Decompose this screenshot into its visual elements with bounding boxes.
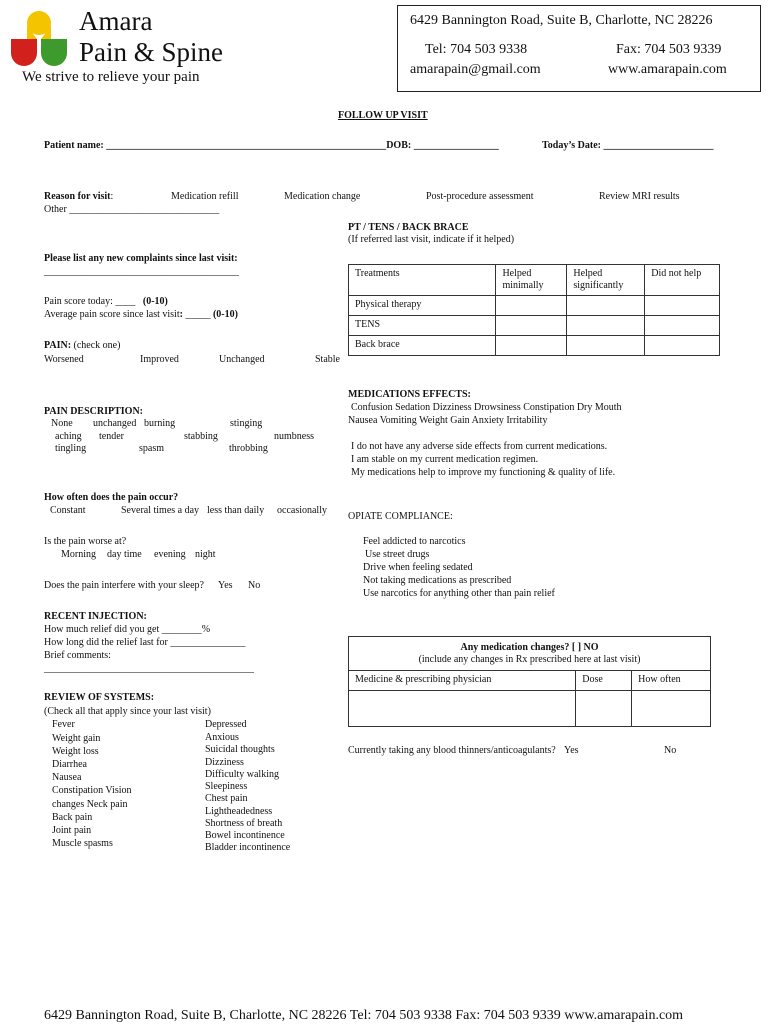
pain-option[interactable]: Unchanged [219,354,265,365]
injection-comments-field[interactable]: __________________________________________ [44,663,254,674]
pain-score-today-range: (0-10) [142,296,168,307]
med-statement[interactable]: I am stable on my current medication regimen. [351,454,539,465]
ros-item[interactable]: Lightheadedness [205,806,273,817]
pain-desc-option[interactable]: burning [144,418,176,429]
thinners-yes-option[interactable]: Yes [564,745,579,756]
pt-cell[interactable] [496,316,567,336]
pain-label-wrap [44,340,120,351]
todays-date-field[interactable]: Today’s Date: ______________________ [542,140,714,151]
ros-item[interactable]: Diarrhea [52,759,87,770]
fax: Fax: 704 503 9339 [616,42,722,57]
med-changes-subtitle: (include any changes in Rx prescribed here at last visit) [418,654,641,665]
pain-score-today-label: Pain score today: ____ [44,296,136,307]
pain-option[interactable]: Improved [140,354,179,365]
tagline: We strive to relieve your pain [22,69,200,85]
reason-option[interactable]: Post-procedure assessment [426,191,534,202]
pain-score-average-field[interactable] [44,309,238,320]
pt-header-no-help: Did not help [645,265,720,296]
med-effects-line[interactable]: Confusion Sedation Dizziness Drowsiness Constipation Dry Mouth [351,402,622,413]
logo-line-1: Amara [79,6,153,36]
thinners-no-option[interactable]: No [664,745,677,756]
complaints-field[interactable]: _______________________________________ [44,266,239,277]
med-cell[interactable] [349,691,576,727]
pt-cell[interactable] [645,336,720,356]
pain-desc-option[interactable]: tender [99,431,124,442]
logo-line-2: Pain & Spine [79,37,224,67]
med-effects-title: MEDICATIONS EFFECTS: [348,389,471,400]
med-cell[interactable] [632,691,711,727]
pain-score-average-range: (0-10) [212,309,238,320]
med-changes-header [349,637,711,671]
worse-option[interactable]: evening [154,549,186,560]
ros-item[interactable]: Constipation Vision [52,785,132,796]
med-statement[interactable]: My medications help to improve my functioning & quality of life. [351,467,616,478]
ros-item[interactable]: Back pain [52,812,93,823]
complaints-label: Please list any new complaints since last visit: [44,253,238,264]
ros-hint: (Check all that apply since your last visit) [44,706,211,717]
worse-option[interactable]: night [195,549,216,560]
pain-desc-option[interactable]: throbbing [229,443,268,454]
pt-table [348,264,720,356]
pain-desc-option[interactable]: aching [55,431,82,442]
med-effects-line[interactable]: Nausea Vomiting Weight Gain Anxiety Irritability [348,415,548,426]
ros-item[interactable]: Bowel incontinence [205,830,285,841]
address: 6429 Bannington Road, Suite B, Charlotte, NC 28226 [410,13,713,28]
pain-option[interactable]: Stable [315,354,340,365]
injection-title: RECENT INJECTION: [44,611,147,622]
thinners-question: Currently taking any blood thinners/anticoagulants? [348,745,556,756]
pain-hint: (check one) [73,340,121,351]
footer: 6429 Bannington Road, Suite B, Charlotte, NC 28226 Tel: 704 503 9338 Fax: 704 503 9339 www.amarapain.com [44,1008,684,1023]
logo-mark-icon [9,9,69,69]
pt-header-significant: Helped significantly [567,265,645,296]
pt-cell[interactable] [496,336,567,356]
med-changes-title[interactable]: Any medication changes? [ ] NO [460,642,599,653]
reason-option[interactable]: Medication refill [171,191,239,202]
pt-title: PT / TENS / BACK BRACE [348,222,469,233]
med-col-medicine: Medicine & prescribing physician [349,671,576,691]
form-title: FOLLOW UP VISIT [338,110,428,121]
pain-desc-option[interactable]: unchanged [93,418,137,429]
pt-cell[interactable] [645,316,720,336]
pain-description-title: PAIN DESCRIPTION: [44,406,143,417]
frequency-option[interactable]: Several times a day [121,505,200,516]
med-cell[interactable] [576,691,632,727]
ros-item[interactable]: Anxious [205,732,239,743]
website: www.amarapain.com [608,62,727,77]
pt-row-label: TENS [349,316,496,336]
reason-label: Reason for visit [44,191,111,202]
tel: Tel: 704 503 9338 [425,42,528,57]
opiate-item[interactable]: Use street drugs [365,549,430,560]
ros-item[interactable]: Chest pain [205,793,248,804]
ros-item[interactable]: Fever [52,719,75,730]
ros-item[interactable]: changes Neck pain [52,799,128,810]
ros-item[interactable]: Difficulty walking [205,769,279,780]
pt-cell[interactable] [567,316,645,336]
reason-option[interactable]: Review MRI results [599,191,680,202]
ros-item[interactable]: Muscle spasms [52,838,113,849]
pt-cell[interactable] [567,296,645,316]
frequency-option[interactable]: occasionally [277,505,327,516]
pain-desc-option[interactable]: stabbing [184,431,218,442]
med-col-frequency: How often [632,671,711,691]
pain-score-average-label: Average pain score since last visit [44,309,180,320]
pain-desc-option[interactable]: spasm [139,443,164,454]
pain-label: PAIN: [44,340,72,351]
pain-desc-option[interactable]: tingling [55,443,87,454]
pt-cell[interactable] [645,296,720,316]
pain-desc-option[interactable]: numbness [274,431,314,442]
med-changes-table [348,636,711,727]
sleep-no-option[interactable]: No [248,580,261,591]
ros-item[interactable]: Shortness of breath [205,818,283,829]
worse-title: Is the pain worse at? [44,536,127,547]
med-statement[interactable]: I do not have any adverse side effects from current medications. [351,441,608,452]
opiate-title: OPIATE COMPLIANCE: [348,511,453,522]
ros-item[interactable]: Sleepiness [205,781,248,792]
pt-header-treatments: Treatments [349,265,496,296]
ros-item[interactable]: Suicidal thoughts [205,744,275,755]
reason-colon: : [110,191,114,202]
ros-item[interactable]: Dizziness [205,757,244,768]
opiate-item[interactable]: Use narcotics for anything other than pain relief [363,588,555,599]
reason-label-wrap [44,191,113,202]
frequency-option[interactable]: less than daily [207,505,265,516]
pain-score-average-blank: _____ [185,309,211,320]
email: amarapain@gmail.com [410,62,541,77]
pain-score-today-field[interactable] [44,296,168,307]
pain-desc-option[interactable]: None [51,418,73,429]
med-col-dose: Dose [576,671,632,691]
pt-cell[interactable] [496,296,567,316]
pain-option[interactable]: Worsened [44,354,84,365]
patient-name-dob-field[interactable]: Patient name: ________________________________________________________DOB: _________________ [44,140,499,151]
reason-other-field[interactable]: Other ______________________________ [44,204,220,215]
pt-row-label: Back brace [349,336,496,356]
pt-header-minimal: Helped minimally [496,265,567,296]
opiate-item[interactable]: Drive when feeling sedated [363,562,473,573]
opiate-item[interactable]: Feel addicted to narcotics [363,536,466,547]
ros-item[interactable]: Bladder incontinence [205,842,291,853]
injection-comments-label: Brief comments: [44,650,111,661]
pain-score-average-colon: : [179,309,183,320]
pt-cell[interactable] [567,336,645,356]
ros-item[interactable]: Depressed [205,719,247,730]
worse-option[interactable]: Morning [61,549,96,560]
ros-item[interactable]: Joint pain [52,825,92,836]
frequency-option[interactable]: Constant [50,505,86,516]
pt-row-label: Physical therapy [349,296,496,316]
ros-item[interactable]: Nausea [52,772,82,783]
ros-item[interactable]: Weight gain [52,733,101,744]
injection-relief-field[interactable]: How much relief did you get ________% [44,624,211,635]
sleep-question: Does the pain interfere with your sleep? [44,580,204,591]
injection-duration-field[interactable]: How long did the relief last for _______________ [44,637,246,648]
ros-item[interactable]: Weight loss [52,746,99,757]
worse-option[interactable]: day time [107,549,142,560]
pain-desc-option[interactable]: stinging [230,418,263,429]
opiate-item[interactable]: Not taking medications as prescribed [363,575,512,586]
frequency-title: How often does the pain occur? [44,492,179,503]
sleep-yes-option[interactable]: Yes [218,580,233,591]
pt-subtitle: (If referred last visit, indicate if it helped) [348,234,515,245]
ros-title: REVIEW OF SYSTEMS: [44,692,155,703]
reason-option[interactable]: Medication change [284,191,361,202]
